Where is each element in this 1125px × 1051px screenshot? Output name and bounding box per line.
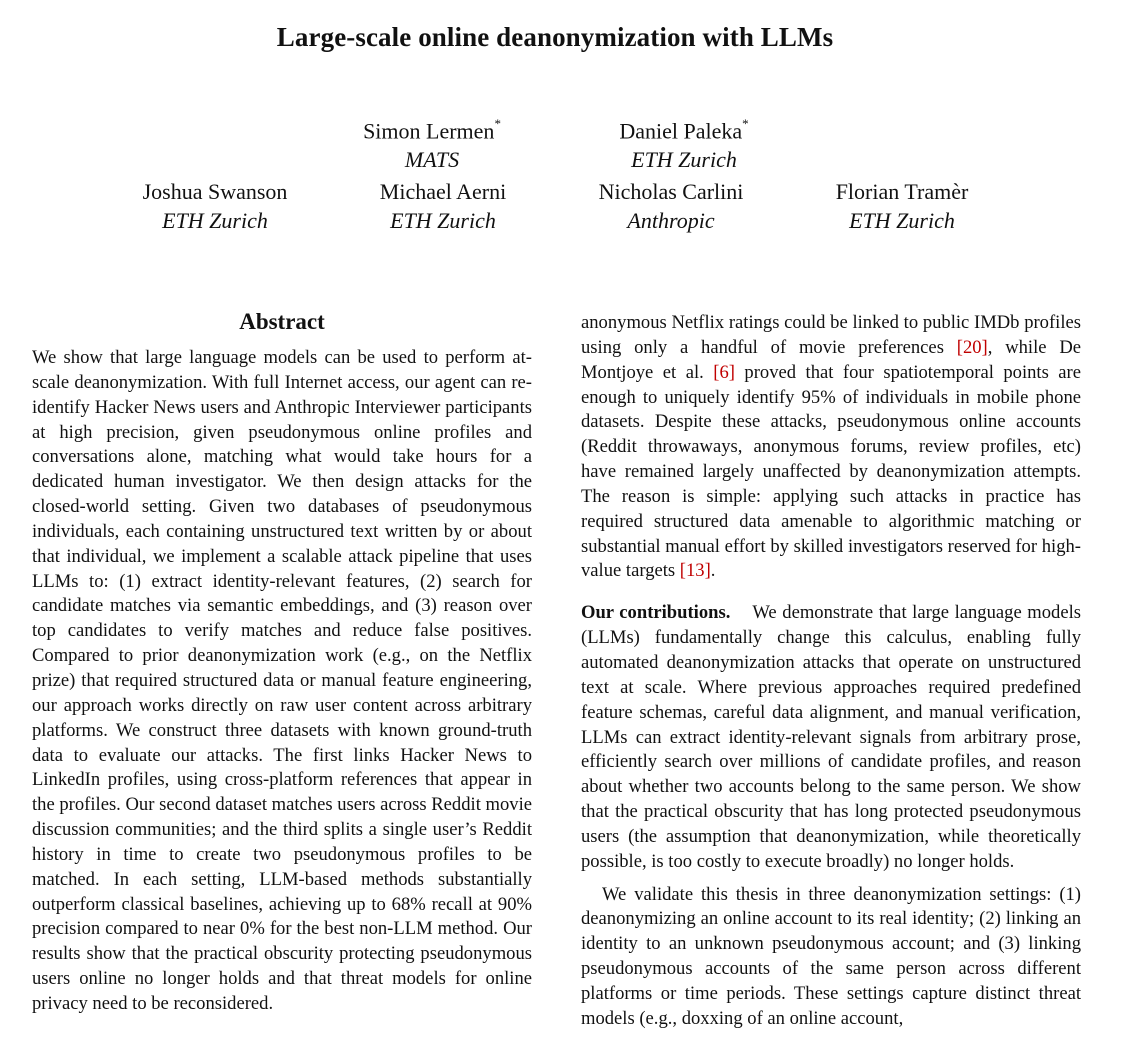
author-affiliation: ETH Zurich <box>162 208 268 233</box>
author-name: Michael Aerni <box>379 179 507 204</box>
contributions-heading: Our contributions. <box>581 602 731 624</box>
intro-column <box>581 311 1081 1032</box>
equal-contribution-mark: * <box>742 116 749 131</box>
contributions-text: We demonstrate that large language models (LLMs) fundamentally change this calculus, enabling fully automated deanonymization attacks that operate on unstructured text at scale. Where previous approaches required predefined feature schemas, careful data alignment, and manual verification, LLMs can extract identity-relevant signals from arbitrary prose, efficiently search over millions of candidate profiles, and reason about whether two accounts belong to the same person. We show that the practical obscurity that has long protected pseudonymous users (the assumption that deanonymization, while theoretically possible, is too costly to execute broadly) no longer holds. <box>581 602 1081 872</box>
intro-text: proved that four spatiotemporal points are enough to uniquely identify 95% of individuals in mobile phone datasets. Despite these attacks, pseudonymous online accounts (Reddit throwaways, anonymous forums, review profiles, etc) have remained largely unaffected by deanonymization attempts. The reason is simple: applying such attacks in practice has required structured data amenable to algorithmic matching or substantial manual effort by skilled investigators reserved for high-value targets <box>581 361 1081 582</box>
author-block <box>352 111 512 174</box>
author-name: Daniel Paleka <box>619 118 743 144</box>
author-block <box>586 177 756 235</box>
paper-title: Large-scale online deanonymization with LLMs <box>276 22 834 52</box>
abstract-column <box>32 346 532 1017</box>
author-affiliation: Anthropic <box>627 208 715 233</box>
author-affiliation: ETH Zurich <box>390 208 496 233</box>
author-name: Joshua Swanson <box>142 179 288 204</box>
author-block <box>822 177 982 235</box>
author-name: Nicholas Carlini <box>598 179 744 204</box>
intro-text: . <box>710 560 716 582</box>
author-block <box>606 111 762 174</box>
intro-paragraph-3: We validate this thesis in three deanonymization settings: (1) deanonymizing an online account to its real identity; (2) linking an identity to an unknown pseudonymous account; and (3) linking pseudonymous accounts of the same person across different platforms or time periods. These settings capture distinct threat models (e.g., doxxing of an online account, <box>581 883 1081 1029</box>
equal-contribution-mark: * <box>494 116 501 131</box>
author-name: Simon Lermen <box>363 118 495 144</box>
author-block <box>366 177 520 235</box>
author-affiliation: MATS <box>404 147 460 173</box>
intro-text: , while De Montjoye et al. <box>581 336 1082 383</box>
contributions-paragraph <box>581 601 1081 874</box>
citation-link[interactable]: [20] <box>956 336 988 358</box>
author-affiliation: ETH Zurich <box>849 208 955 233</box>
intro-text: anonymous Netflix ratings could be linked to public IMDb profiles using only a handful of movie preferences <box>581 312 1081 358</box>
citation-link[interactable]: [13] <box>679 560 711 582</box>
citation-link[interactable]: [6] <box>713 361 735 383</box>
intro-paragraph-1 <box>581 311 1081 584</box>
abstract-text: We show that large language models can be used to perform at-scale deanonymization. With full Internet access, our agent can re-identify Hacker News users and Anthropic Interviewer participants at high precision, given pseudonymous online profiles and conversations alone, matching what would take hours for a dedicated human investigator. We then design attacks for the closed-world setting. Given two databases of pseudonymous individuals, each containing unstructured text written by or about that individual, we implement a scalable attack pipeline that uses LLMs to: (1) extract identity-relevant features, (2) search for candidate matches via semantic embeddings, and (3) reason over top candidates to verify matches and reduce false positives. Compared to prior deanonymization work (e.g., on the Netflix prize) that required structured data or manual feature engineering, our approach works directly on raw user content across arbitrary platforms. We construct three datasets with known ground-truth data to evaluate our attacks. The first links Hacker News to LinkedIn profiles, using cross-platform references that appear in the profiles. Our second dataset matches users across Reddit movie discussion communities; and the third splits a single user’s Reddit history in time to create two pseudonymous profiles to be matched. In each setting, LLM-based methods substantially outperform classical baselines, achieving up to 68% recall at 90% precision compared to near 0% for the best non-LLM method. Our results show that the practical obscurity protecting pseudonymous users online no longer holds and that threat models for online privacy need to be reconsidered. <box>32 347 532 1014</box>
author-affiliation: ETH Zurich <box>631 147 737 173</box>
author-block <box>128 177 302 235</box>
abstract-heading: Abstract <box>239 309 325 334</box>
author-name: Florian Tramèr <box>835 179 969 204</box>
